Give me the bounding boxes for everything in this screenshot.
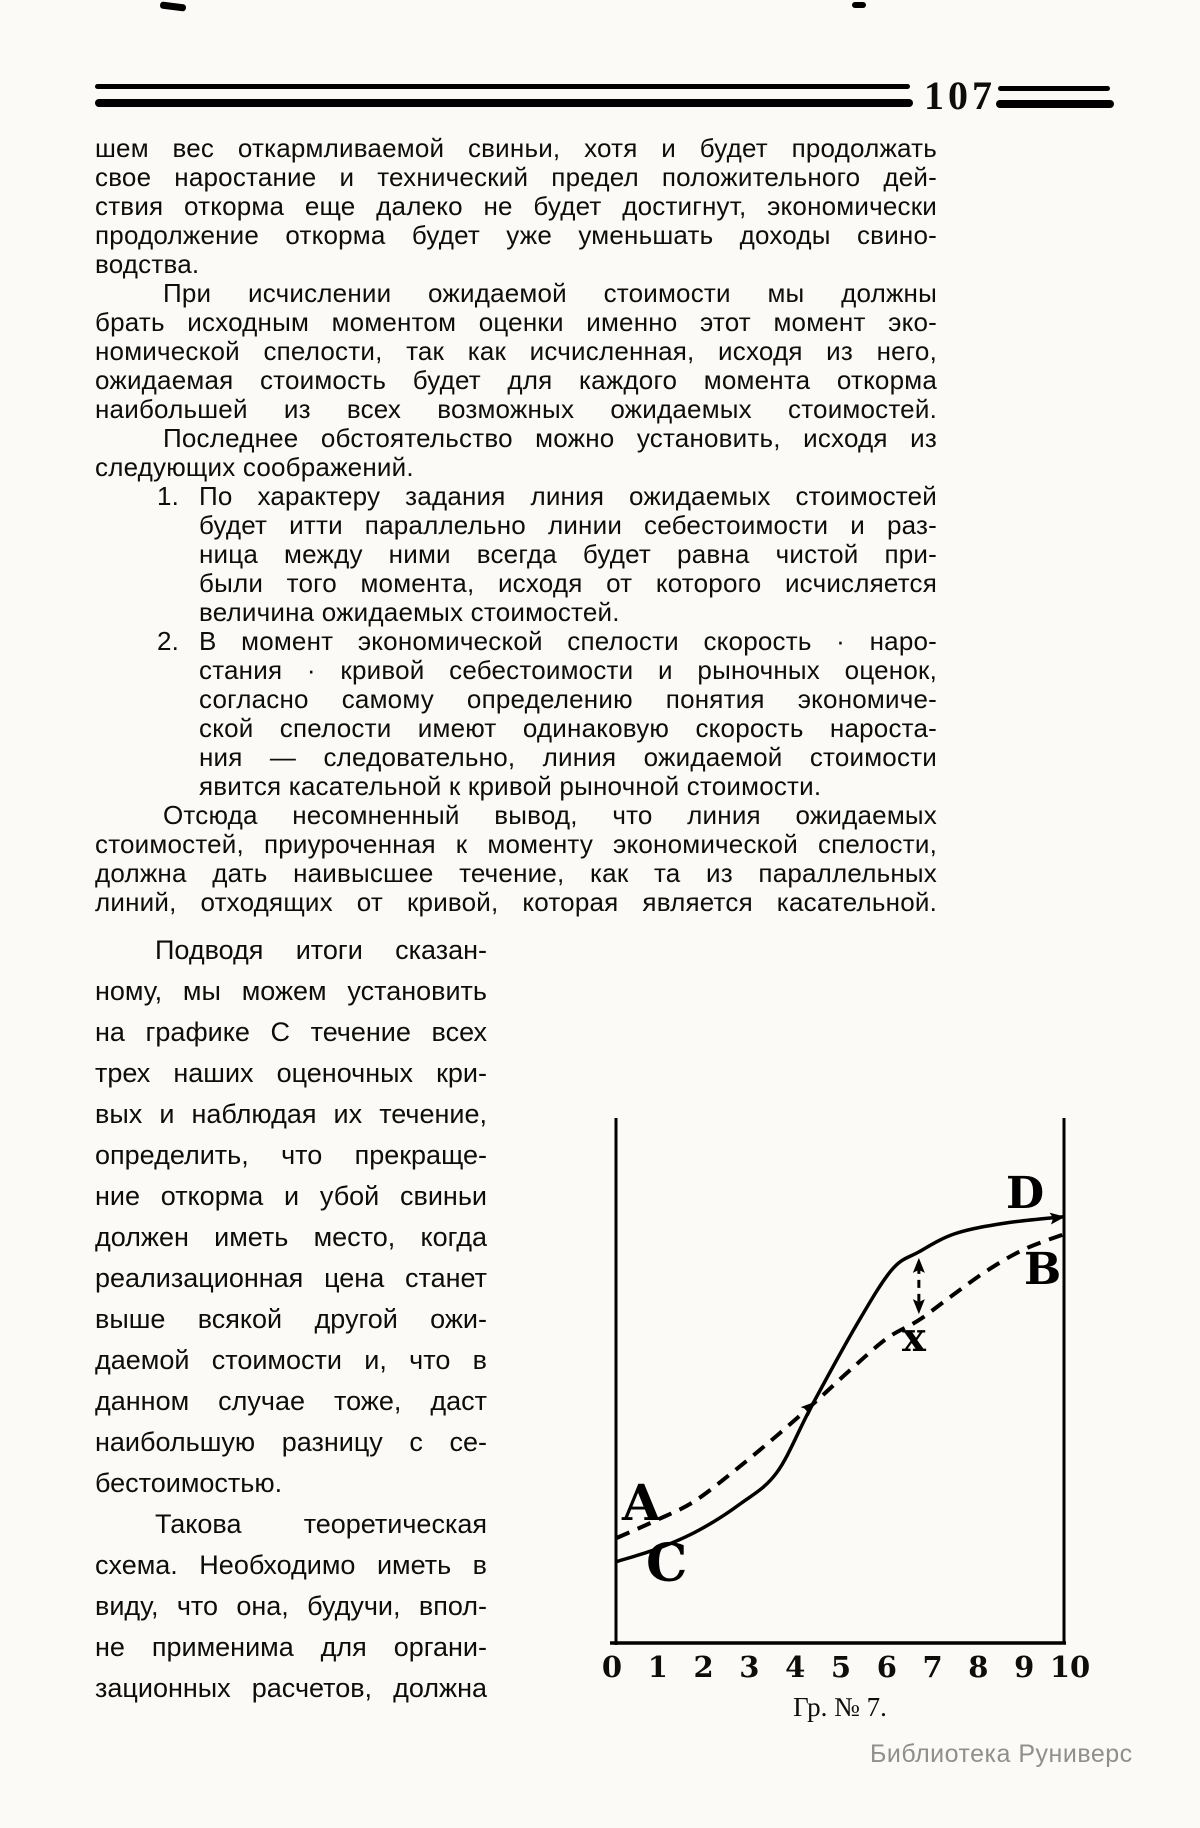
curve-label-d: D <box>1006 1168 1045 1219</box>
text-line: зационных расчетов, должна <box>95 1673 487 1703</box>
paragraph <box>95 279 937 424</box>
x-tick-label: 4 <box>785 1650 806 1684</box>
x-tick-label: 0 <box>601 1650 623 1684</box>
text-line: свое наростание и технический предел положительного дей- <box>95 162 937 192</box>
curve-label-a: A <box>622 1473 661 1532</box>
header-rule-right-top <box>998 86 1110 91</box>
text-line: При исчислении ожидаемой стоимости мы должны <box>163 278 937 308</box>
paragraph <box>95 424 937 482</box>
text-line: величина ожидаемых стоимостей. <box>199 597 620 627</box>
x-tick-label: 1 <box>647 1650 668 1684</box>
text-line: наибольшую разницу с се- <box>95 1427 487 1457</box>
curve-label-b: B <box>1024 1244 1062 1295</box>
text-line: ному, мы можем установить <box>95 976 487 1006</box>
text-line: Последнее обстоятельство можно установить, исходя из <box>163 423 937 453</box>
curve-label-c: C <box>646 1533 688 1594</box>
text-line: должна дать наивысшее течение, как та из параллельных <box>95 858 937 888</box>
chart-caption: Гр. № 7. <box>793 1692 887 1722</box>
paragraph <box>95 930 487 1504</box>
text-line: ожидаемая стоимость будет для каждого момента откорма <box>95 365 937 395</box>
header-rule-right-bottom <box>996 100 1114 108</box>
text-line: трех наших оценочных кри- <box>95 1058 487 1088</box>
text-line: реализационная цена станет <box>95 1263 487 1293</box>
text-line: на графике С течение всех <box>95 1017 487 1047</box>
text-line: будет итти параллельно линии себестоимости и раз- <box>199 510 937 540</box>
list-item-1 <box>95 482 937 627</box>
x-tick-label: 7 <box>922 1650 943 1684</box>
text-line: должен иметь место, когда <box>95 1222 487 1252</box>
text-line: Подводя итоги сказан- <box>155 935 487 965</box>
page-number: 107 <box>924 73 996 118</box>
text-line: виду, что она, будучи, впол- <box>95 1591 487 1621</box>
text-line: стания · кривой себестоимости и рыночных оценок, <box>199 655 937 685</box>
text-line: согласно самому определению понятия экономиче- <box>199 684 937 714</box>
x-tick-label: 9 <box>1014 1650 1035 1684</box>
text-line: Отсюда несомненный вывод, что линия ожидаемых <box>163 800 937 830</box>
text-line: явится касательной к кривой рыночной стоимости. <box>199 771 822 801</box>
x-axis-ticks <box>600 1650 1091 1686</box>
text-line: В момент экономической спелости скорость · наро- <box>199 626 937 656</box>
list-item-2 <box>95 627 937 801</box>
scan-speck <box>160 1 187 11</box>
paragraph <box>95 1504 487 1709</box>
text-line: схема. Необходимо иметь в <box>95 1550 487 1580</box>
library-watermark: Библиотека Руниверс <box>870 1740 1133 1768</box>
text-line: брать исходным моментом оценки именно этот момент эко- <box>95 307 937 337</box>
text-line: номической спелости, так как исчисленная, исходя из него, <box>95 336 937 366</box>
text-line: ние откорма и убой свиньи <box>95 1181 487 1211</box>
x-tick-label: 8 <box>968 1650 989 1684</box>
text-line: По характеру задания линия ожидаемых стоимостей <box>199 481 937 511</box>
text-line: были того момента, исходя от которого исчисляется <box>199 568 937 598</box>
x-tick-label: 5 <box>830 1650 852 1684</box>
text-line: Такова теоретическая <box>155 1509 487 1539</box>
text-line: стоимостей, приуроченная к моменту экономической спелости, <box>95 829 937 859</box>
text-line: водства. <box>95 249 200 279</box>
text-line: данном случае тоже, даст <box>95 1386 487 1416</box>
text-line: определить, что прекраще- <box>95 1140 487 1170</box>
list-marker: 1. <box>157 481 180 511</box>
left-column-text <box>95 930 487 1709</box>
text-line: ской спелости имеют одинаковую скорость нароста- <box>199 713 937 743</box>
x-tick-label: 3 <box>739 1650 760 1684</box>
paragraph <box>95 801 937 917</box>
text-line: даемой стоимости и, что в <box>95 1345 487 1375</box>
header-rule-left-bottom <box>95 99 913 107</box>
x-tick-label: 2 <box>693 1650 714 1684</box>
list-marker: 2. <box>157 626 180 656</box>
x-tick-label: 10 <box>1049 1650 1091 1684</box>
gap-label-x: x <box>902 1314 926 1361</box>
text-line: следующих соображений. <box>95 452 414 482</box>
text-line: наибольшей из всех возможных ожидаемых стоимостей. <box>95 394 937 424</box>
text-line: вых и наблюдая их течение, <box>95 1099 487 1129</box>
paragraph <box>95 134 937 279</box>
text-line: шем вес откармливаемой свиньи, хотя и будет продолжать <box>95 133 937 163</box>
text-line: линий, отходящих от кривой, которая является касательной. <box>95 887 937 917</box>
text-line: продолжение откорма будет уже уменьшать доходы свино- <box>95 220 937 250</box>
text-line: выше всякой другой ожи- <box>95 1304 487 1334</box>
text-line: ствия откорма еще далеко не будет достигнут, экономически <box>95 191 937 221</box>
text-line: не применима для органи- <box>95 1632 487 1662</box>
text-line: ница между ними всегда будет равна чистой при- <box>199 539 937 569</box>
chart-figure <box>600 1100 1091 1760</box>
main-text-block <box>95 134 937 917</box>
text-line: ния — следовательно, линия ожидаемой стоимости <box>199 742 937 772</box>
header-rule-left-top <box>95 84 910 89</box>
scan-speck <box>852 2 866 8</box>
text-line: бестоимостью. <box>95 1468 283 1498</box>
x-tick-label: 6 <box>876 1650 897 1684</box>
